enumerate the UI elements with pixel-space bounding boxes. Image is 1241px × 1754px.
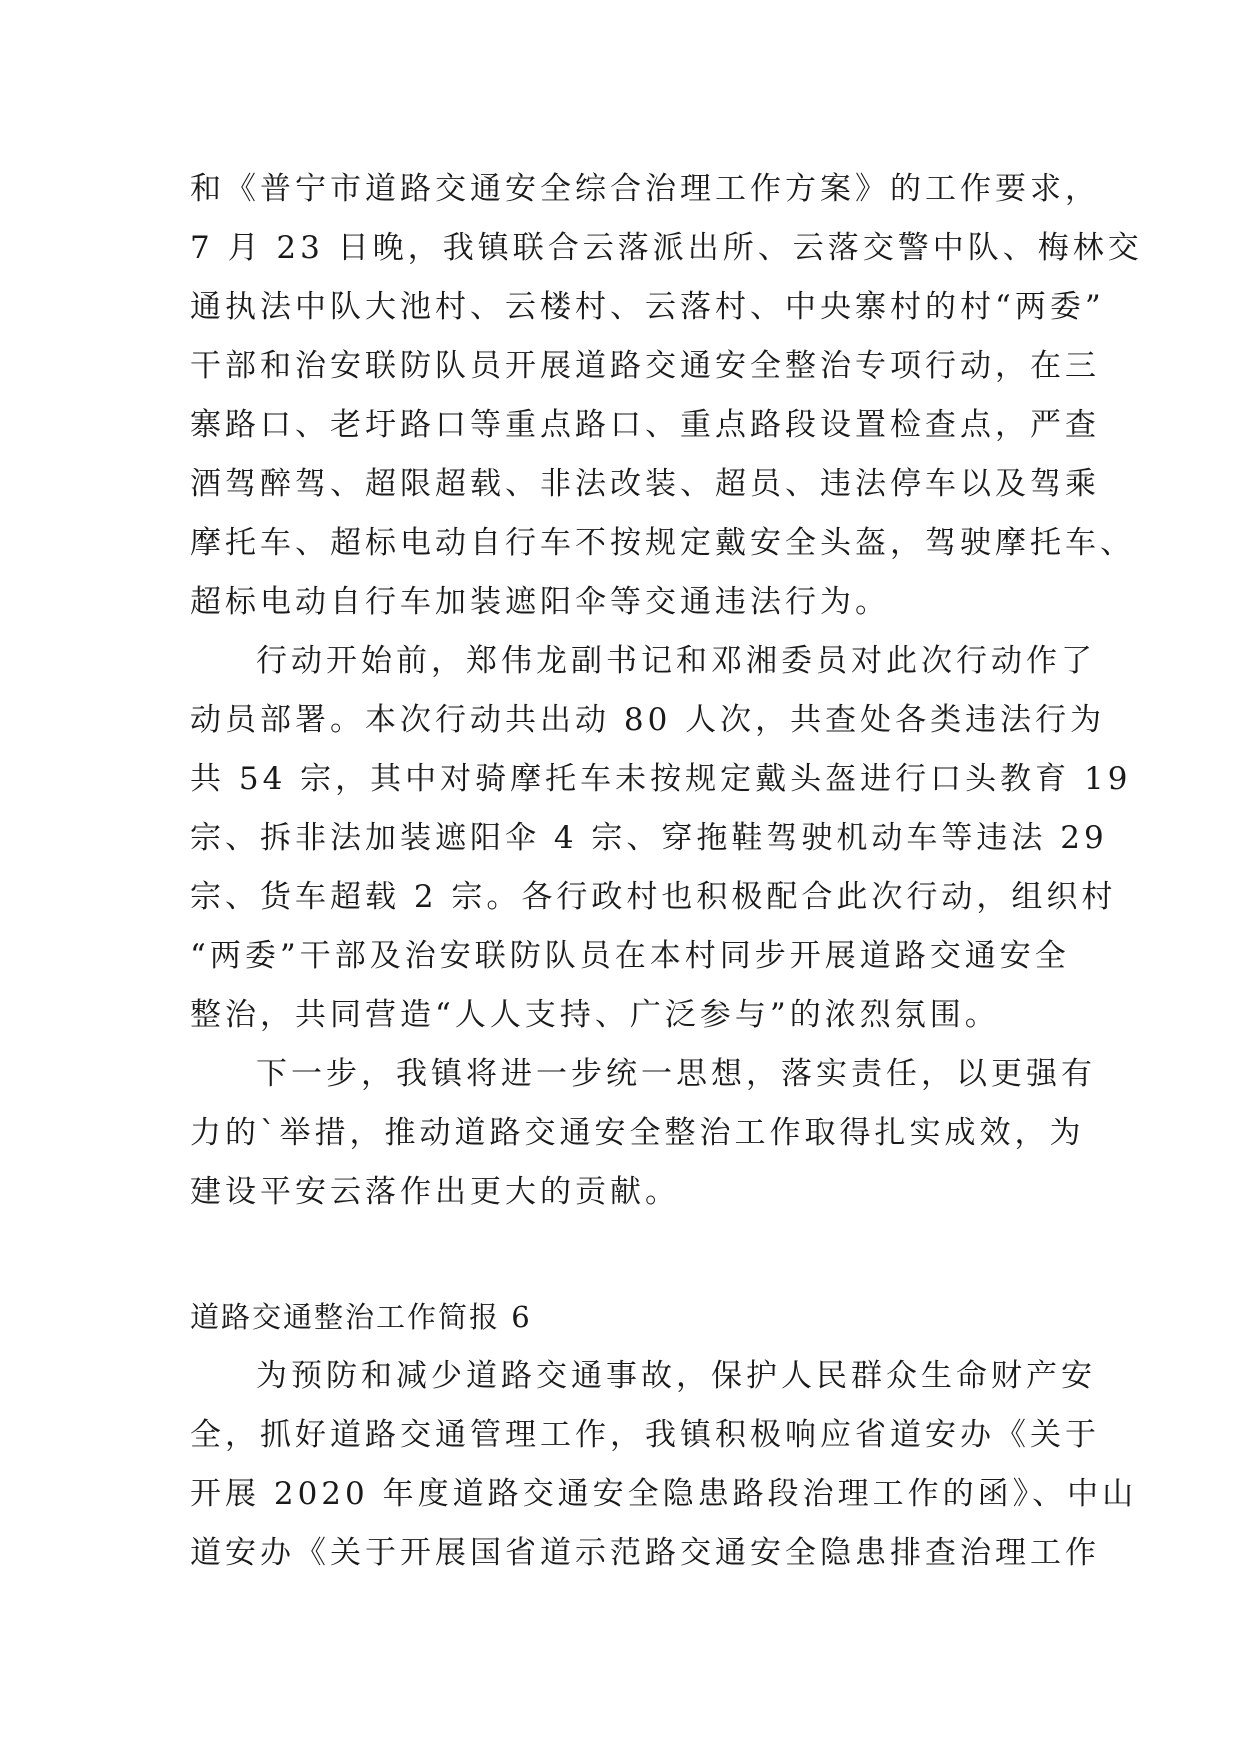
paragraph-line: 摩托车、超标电动自行车不按规定戴安全头盔，驾驶摩托车、 (190, 525, 1135, 561)
paragraph-line: 干部和治安联防队员开展道路交通安全整治专项行动，在三 (190, 348, 1100, 384)
paragraph-line: 建设平安云落作出更大的贡献。 (190, 1174, 680, 1210)
section-title: 道路交通整治工作简报 6 (190, 1300, 532, 1334)
paragraph-line: 力的`举措，推动道路交通安全整治工作取得扎实成效，为 (190, 1115, 1085, 1151)
paragraph-line: 整治，共同营造“人人支持、广泛参与”的浓烈氛围。 (190, 997, 1000, 1033)
paragraph-line: 宗、货车超载 2 宗。各行政村也积极配合此次行动，组织村 (190, 879, 1117, 915)
paragraph-line: 行动开始前，郑伟龙副书记和邓湘委员对此次行动作了 (256, 643, 1096, 679)
paragraph-line: 和《普宁市道路交通安全综合治理工作方案》的工作要求， (190, 171, 1100, 207)
paragraph-line: 共 54 宗，其中对骑摩托车未按规定戴头盔进行口头教育 19 (190, 761, 1132, 797)
document-page (190, 160, 1143, 1583)
paragraph-line: 道安办《关于开展国省道示范路交通安全隐患排查治理工作 (190, 1535, 1100, 1571)
paragraph-4 (190, 1347, 1138, 1583)
paragraph-line: 动员部署。本次行动共出动 80 人次，共查处各类违法行为 (190, 702, 1106, 738)
paragraph-2 (190, 632, 1132, 1045)
paragraph-line: 7 月 23 日晚，我镇联合云落派出所、云落交警中队、梅林交 (190, 230, 1143, 266)
paragraph-line: 开展 2020 年度道路交通安全隐患路段治理工作的函》、中山 (190, 1476, 1138, 1512)
paragraph-line: 酒驾醉驾、超限超载、非法改装、超员、违法停车以及驾乘 (190, 466, 1100, 502)
paragraph-line: 全，抓好道路交通管理工作，我镇积极响应省道安办《关于 (190, 1417, 1100, 1453)
paragraph-line: 超标电动自行车加装遮阳伞等交通违法行为。 (190, 584, 890, 620)
paragraph-line: 宗、拆非法加装遮阳伞 4 宗、穿拖鞋驾驶机动车等违法 29 (190, 820, 1108, 856)
paragraph-line: 通执法中队大池村、云楼村、云落村、中央寨村的村“两委” (190, 289, 1105, 325)
paragraph-line: 寨路口、老圩路口等重点路口、重点路段设置检查点，严查 (190, 407, 1100, 443)
paragraph-line: “两委”干部及治安联防队员在本村同步开展道路交通安全 (190, 938, 1070, 974)
paragraph-line: 下一步，我镇将进一步统一思想，落实责任，以更强有 (256, 1056, 1096, 1092)
paragraph-1 (190, 160, 1143, 632)
paragraph-line: 为预防和减少道路交通事故，保护人民群众生命财产安 (256, 1358, 1096, 1394)
paragraph-3 (190, 1045, 1096, 1222)
